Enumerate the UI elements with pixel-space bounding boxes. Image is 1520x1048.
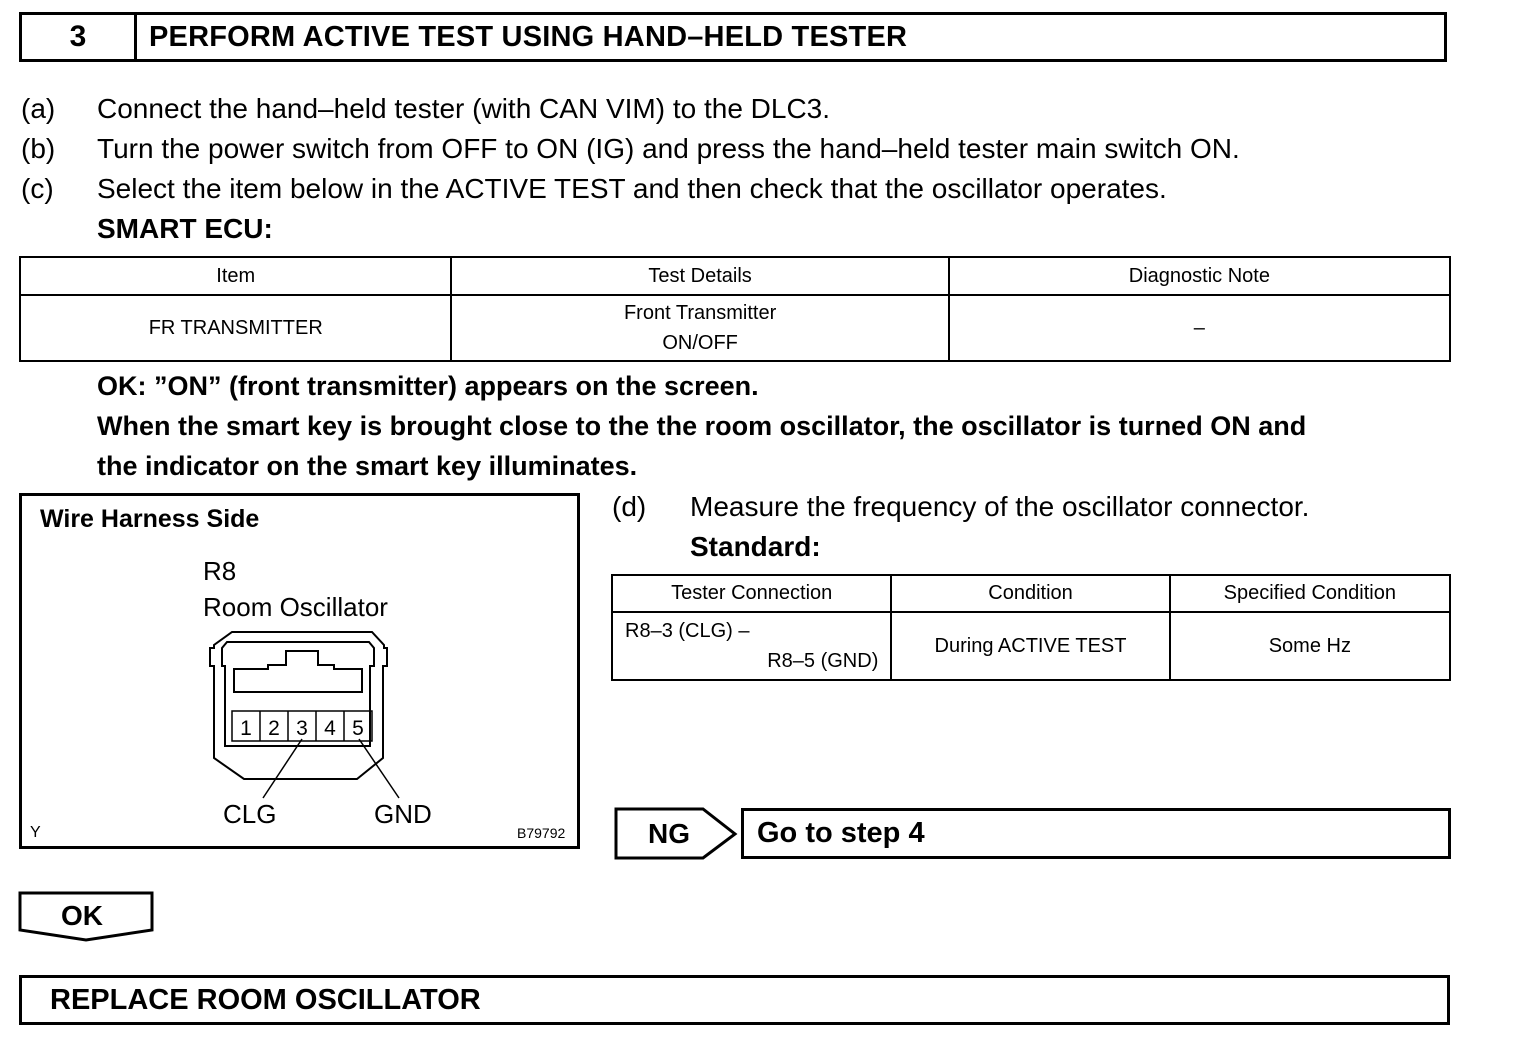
cell-test-details xyxy=(451,295,948,361)
frequency-spec-table xyxy=(611,574,1451,681)
ok-result-line3: the indicator on the smart key illuminates. xyxy=(97,451,638,481)
ok-label: OK xyxy=(61,900,103,931)
header-diagnostic-note: Diagnostic Note xyxy=(949,257,1450,295)
figure-code: B79792 xyxy=(517,825,566,841)
ok-result-line1: OK: ”ON” (front transmitter) appears on the screen. xyxy=(97,371,759,401)
connection-line2: R8–5 (GND) xyxy=(767,650,879,672)
smart-ecu-heading: SMART ECU: xyxy=(97,213,273,244)
test-details-line1: Front Transmitter xyxy=(623,302,777,324)
cell-tester-connection xyxy=(612,612,891,680)
active-test-table xyxy=(19,256,1451,362)
step-d-label: (d) xyxy=(612,491,647,522)
table-header-row xyxy=(20,257,1450,295)
pin-4: 4 xyxy=(324,717,336,740)
cell-condition: During ACTIVE TEST xyxy=(891,612,1169,680)
cell-item: FR TRANSMITTER xyxy=(20,295,451,361)
ng-target-box xyxy=(741,808,1451,859)
header-test-details: Test Details xyxy=(451,257,948,295)
pin-grid xyxy=(232,711,372,741)
diagram-corner-mark: Y xyxy=(30,824,41,841)
leader-line-clg xyxy=(263,739,302,798)
pin-label-clg: CLG xyxy=(223,799,277,829)
cell-diagnostic-note: – xyxy=(949,295,1450,361)
step-number: 3 xyxy=(22,15,137,59)
table-row xyxy=(612,612,1450,680)
step-d-text: Measure the frequency of the oscillator connector. xyxy=(690,491,1310,522)
pin-5: 5 xyxy=(352,717,364,740)
ok-result-line2: When the smart key is brought close to the the room oscillator, the oscillator is turned ON and xyxy=(97,411,1307,441)
instruction-label-b: (b) xyxy=(21,133,56,164)
step-header xyxy=(19,12,1447,62)
connector-drawing xyxy=(22,496,577,846)
header-tester-connection: Tester Connection xyxy=(612,575,891,612)
ng-label: NG xyxy=(648,818,690,849)
table-row xyxy=(20,295,1450,361)
instruction-label-c: (c) xyxy=(21,173,54,204)
cell-specified-condition: Some Hz xyxy=(1170,612,1450,680)
final-action-text: REPLACE ROOM OSCILLATOR xyxy=(50,983,481,1016)
pin-label-gnd: GND xyxy=(374,799,432,829)
instruction-text-a: Connect the hand–held tester (with CAN VIM) to the DLC3. xyxy=(97,93,831,124)
standard-heading: Standard: xyxy=(690,531,821,562)
connection-line1: R8–3 (CLG) – xyxy=(625,620,750,642)
pin-3: 3 xyxy=(296,717,308,740)
ng-target-text: Go to step 4 xyxy=(757,817,925,849)
header-condition: Condition xyxy=(891,575,1169,612)
diagram-heading: Wire Harness Side xyxy=(40,505,260,533)
instruction-label-a: (a) xyxy=(21,93,56,124)
final-action-box xyxy=(19,975,1450,1025)
pin-1: 1 xyxy=(240,717,252,740)
instruction-text-b: Turn the power switch from OFF to ON (IG) and press the hand–held tester main switch ON. xyxy=(97,133,1240,164)
connector-diagram xyxy=(19,493,580,849)
connector-id: R8 xyxy=(203,556,237,586)
step-title: PERFORM ACTIVE TEST USING HAND–HELD TESTER xyxy=(149,20,908,53)
test-details-line2: ON/OFF xyxy=(662,332,738,354)
leader-line-gnd xyxy=(359,739,399,798)
pin-2: 2 xyxy=(268,717,280,740)
table-header-row xyxy=(612,575,1450,612)
instruction-text-c: Select the item below in the ACTIVE TEST and then check that the oscillator operates. xyxy=(97,173,1167,204)
header-specified-condition: Specified Condition xyxy=(1170,575,1450,612)
connector-name: Room Oscillator xyxy=(203,592,388,622)
header-item: Item xyxy=(20,257,451,295)
